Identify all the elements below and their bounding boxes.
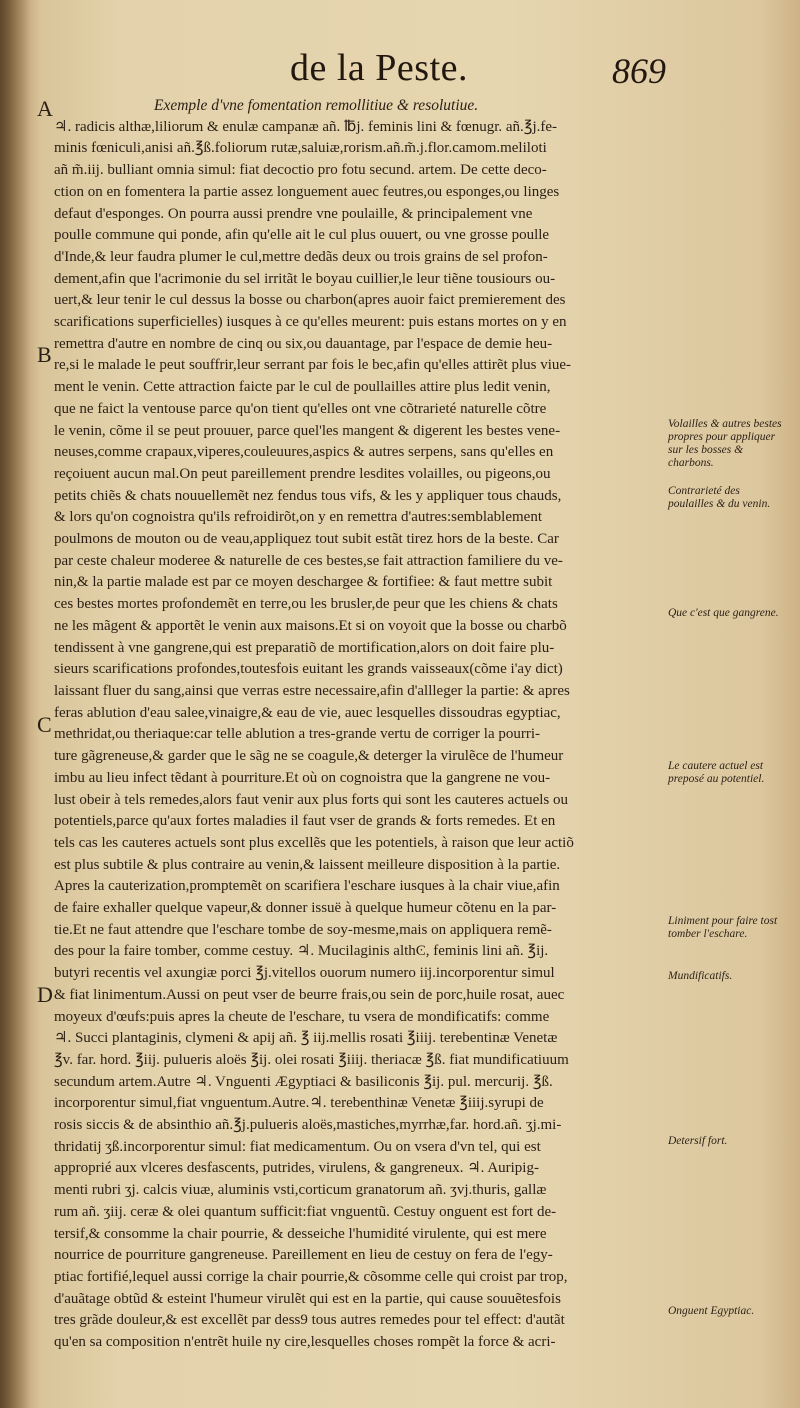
text-line: añ m̃.iij. bulliant omnia simul: fiat decoctio pro fotu secund. artem. De cette deco- xyxy=(54,162,547,179)
page-number: 869 xyxy=(612,51,666,91)
text-line: par ceste chaleur moderee & naturelle de ces bestes,se fait attraction familiere du ve- xyxy=(54,552,563,569)
running-head: de la Peste. xyxy=(290,47,469,89)
text-line: rosis siccis & de absinthio añ.℥j.pulueris aloës,mastiches,myrrhæ,far. hord.añ. ʒj.mi- xyxy=(54,1117,562,1134)
section-letter-b: B xyxy=(37,342,52,367)
text-line: methridat,ou theriaque:car telle ablution a tres-grande vertu de corriger la pourri- xyxy=(54,726,541,743)
text-line: nin,& la partie malade est par ce moyen deschargee & fortifiee: & faut mettre subit xyxy=(54,574,553,591)
text-line: thridatij ʒß.incorporentur simul: fiat medicamentum. Ou on vsera d'vn tel, qui est xyxy=(54,1138,541,1155)
text-line: ptiac fortifié,lequel aussi corrige la chair pourrie,& cõsomme celle qui croist par trop, xyxy=(54,1268,568,1285)
text-line: menti rubri ʒj. calcis viuæ, aluminis vsti,corticum granatorum añ. ʒvj.thuris, gallæ xyxy=(54,1182,547,1199)
subtitle: Exemple d'vne fomentation remollitiue & resolutiue. xyxy=(154,97,479,114)
text-line: butyri recentis vel axungiæ porci ℥j.vitellos ouorum numero iij.incorporentur simul xyxy=(54,965,555,982)
text-line: ♃. Succi plantaginis, clymeni & apij añ. ℥ iij.mellis rosati ℥iiij. terebentinæ Venetæ xyxy=(54,1030,558,1047)
margin-note: Que c'est que gangrene. xyxy=(668,607,779,619)
margin-note: Contrarieté des poulailles & du venin. xyxy=(668,485,771,510)
page-header xyxy=(0,38,800,98)
margin-note: Volailles & autres bestes propres pour appliquer sur les bosses & charbons. xyxy=(668,418,782,469)
text-line: uert,& leur tenir le cul dessus la bosse ou charbon(apres auoir faict premierement des xyxy=(54,292,566,309)
text-line: poulle commune qui ponde, afin qu'elle ait le cul plus ouuert, ou vne grosse poulle xyxy=(54,227,550,244)
text-line: ℥v. far. hord. ℥iij. pulueris aloës ℥ij. olei rosati ℥iiij. theriacæ ℥ß. fiat mundificatiuum xyxy=(54,1051,569,1068)
text-line: re,si le malade le peut souffrir,leur serrant par fois le bec,afin qu'elles attirẽt plus viue- xyxy=(54,357,572,374)
section-letter-d: D xyxy=(37,982,53,1007)
text-line: neuses,comme crapaux,viperes,couleuures,aspics & autres serpens, sans qu'elles en xyxy=(54,444,554,461)
body-text xyxy=(54,95,668,1354)
text-line: feras ablution d'eau salee,vinaigre,& eau de vie, auec lesquelles dissoudras egyptiac, xyxy=(54,704,561,721)
text-line: approprié aux vlceres desfascents, putrides, virulens, & gangreneux. ♃. Auripig- xyxy=(54,1160,539,1177)
text-line: de faire exhaller quelque vapeur,& donner issuë à quelque humeur cõtenu en la par- xyxy=(54,900,557,917)
margin-note: Detersif fort. xyxy=(668,1135,728,1147)
text-line: secundum artem.Autre ♃. Vnguenti Ægyptiaci & basiliconis ℥ij. pul. mercurij. ℥ß. xyxy=(54,1073,553,1090)
margin-notes xyxy=(668,95,788,1395)
section-letter-c: C xyxy=(37,712,52,737)
margin-note: Liniment pour faire tost tomber l'eschare. xyxy=(668,915,778,940)
text-line: scarifications superficielles) iusques à ce qu'elles meurent: puis estans mortes on y en xyxy=(54,314,567,331)
text-line: ces bestes mortes profondemẽt en terre,ou les brusler,de peur que les chiens & chats xyxy=(54,596,558,613)
text-line: minis fœniculi,anisi añ.℥ß.foliorum rutæ,saluiæ,rorism.añ.m̃.j.flor.camom.meliloti xyxy=(54,140,547,157)
text-line: d'Inde,& leur faudra plumer le cul,mettre dedãs deux ou trois grains de sel profon- xyxy=(54,248,548,265)
text-line: reçoiuent aucun mal.On peut pareillement prendre lesdites volailles, ou pigeons,ou xyxy=(54,465,551,482)
text-line: est plus subtile & plus contraire au venin,& laissent meilleure disposition à la partie. xyxy=(54,856,561,873)
text-line: que ne faict la ventouse parce qu'on tient qu'elles ont vne cõtrarieté naturelle cõtre xyxy=(54,400,547,417)
section-letter-a: A xyxy=(37,96,53,121)
text-line: & lors qu'on cognoistra qu'ils refroidirõt,on y en remettra d'autres:semblablement xyxy=(54,509,542,526)
text-line: tres grãde douleur,& est excellẽt par dess9 tous autres remedes pour tel effect: d'autãt xyxy=(54,1312,565,1329)
margin-note: Onguent Egyptiac. xyxy=(668,1305,755,1317)
text-line: rum añ. ʒiij. ceræ & olei quantum sufficit:fiat vnguentũ. Cestuy onguent est fort de- xyxy=(54,1203,557,1220)
text-line: defaut d'esponges. On pourra aussi prendre vne poulaille, & principalement vne xyxy=(54,205,533,222)
text-line: le venin, cõme il se peut prouuer, parce quel'les mangent & digerent les bestes vene- xyxy=(54,422,561,439)
text-line: moyeux d'œufs:puis apres la cheute de l'eschare, tu vsera de mondificatifs: comme xyxy=(54,1008,550,1025)
text-line: tels cas les cauteres actuels sont plus excellẽs que les potentiels, à raison que leur actiõ xyxy=(54,834,574,851)
text-line: qu'en sa composition n'entrẽt huile ny cire,lesquelles choses rompẽt la force & acri- xyxy=(54,1334,556,1351)
text-line: laissant fluer du sang,ainsi que verras estre necessaire,afin d'allleger la partie: & apres xyxy=(54,682,570,699)
text-line: dement,afin que l'acrimonie du sel irritãt le boyau cuillier,le leur tiẽne tousiours ou- xyxy=(54,270,556,287)
text-line: imbu au lieu infect tẽdant à pourriture.Et où on cognoistra que la gangrene ne vou- xyxy=(54,769,551,786)
text-line: sieurs scarifications profondes,toutesfois euitant les grands vaisseaux(cõme i'ay dict) xyxy=(54,661,563,678)
margin-note: Le cautere actuel est preposé au potentiel. xyxy=(668,760,765,785)
text-line: ction on en fomentera la partie assez longuement auec feutres,ou esponges,ou linges xyxy=(54,183,560,200)
text-line: nourrice de pourriture gangreneuse. Pareillement en lieu de cestuy on fera de l'egy- xyxy=(54,1247,553,1264)
text-line: ture gãgreneuse,& garder que le sãg ne se coagule,& deterger la virulẽce de l'humeur xyxy=(54,748,564,765)
text-line: ne les mãgent & apportẽt le venin aux maisons.Et si on voyoit que la bosse ou charbõ xyxy=(54,617,567,634)
margin-note: Mundificatifs. xyxy=(668,970,733,982)
text-line: des pour la faire tomber, comme cestuy. ♃. Mucilaginis althϾ, feminis lini añ. ℥ij. xyxy=(54,943,549,960)
text-line: tersif,& consomme la chair pourrie, & desseiche l'humidité virulente, qui est mere xyxy=(54,1225,547,1242)
text-lines xyxy=(54,117,668,1354)
text-line: potentiels,parce qu'aux fortes maladies il faut vser de grands & forts remedes. Et en xyxy=(54,813,556,830)
text-line: ment le venin. Cette attraction faicte par le cul de poullailles attire plus ledit venin, xyxy=(54,379,551,396)
text-line: incorporentur simul,fiat vnguentum.Autre.♃. terebenthinæ Venetæ ℥iiij.syrupi de xyxy=(54,1095,544,1112)
text-line: ♃. radicis althæ,liliorum & enulæ campanæ añ. ℔j. feminis lini & fœnugr. añ.℥j.fe- xyxy=(54,118,558,135)
text-line: tie.Et ne faut attendre que l'eschare tombe de soy-mesme,mais on appliquera remẽ- xyxy=(54,921,552,938)
text-line: Apres la cauterization,promptemẽt on scarifiera l'eschare iusques à la chair viue,afin xyxy=(54,878,560,895)
text-line: remettra d'autre en nombre de cinq ou six,ou dauantage, par l'espace de demie heu- xyxy=(54,335,553,352)
text-line: d'auãtage obtũd & esteint l'humeur virulẽt qui est en la partie, qui cause souuẽtesfois xyxy=(54,1290,561,1307)
text-line: poulmons de mouton ou de veau,appliquez tout subit estãt tirez hors de la beste. Car xyxy=(54,531,559,548)
text-line: petits chiẽs & chats nouuellemẽt nez fendus tous vifs, & les y appliquer tous chauds, xyxy=(54,487,562,504)
text-line: lust obeir à tels remedes,alors faut venir aux plus forts qui sont les cauteres actuels ou xyxy=(54,791,569,808)
text-line: tendissent à vne gangrene,qui est preparatiõ de mortification,alors on doit faire plu- xyxy=(54,639,555,656)
text-line: & fiat linimentum.Aussi on peut vser de beurre frais,ou sein de porc,huile rosat, auec xyxy=(54,986,565,1003)
